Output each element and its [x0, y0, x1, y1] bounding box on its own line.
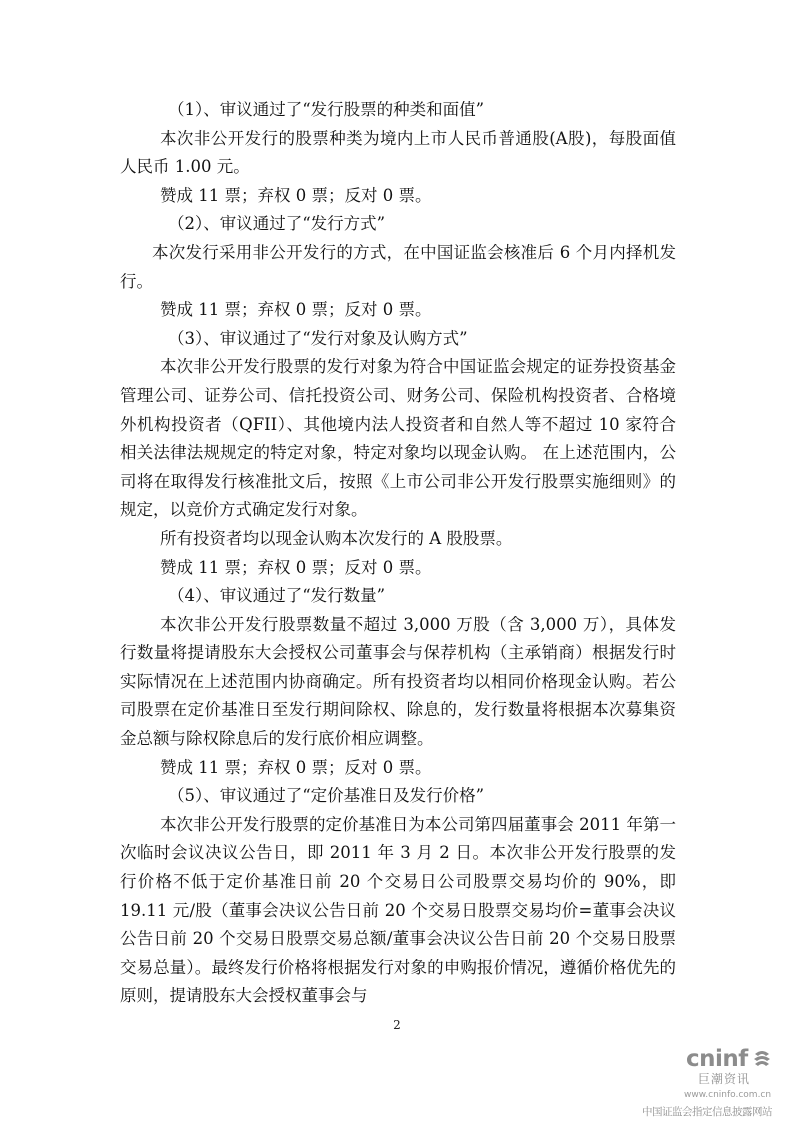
document-body: [120, 96, 676, 1011]
item-5-heading: （5）、审议通过了“定价基准日及发行价格”: [168, 786, 485, 806]
item-2-body: 本次发行采用非公开发行的方式，在中国证监会核准后 6 个月内择机发行。: [120, 242, 676, 291]
item-1-body: 本次非公开发行的股票种类为境内上市人民币普通股(A股)，每股面值人民币 1.00 元。: [120, 128, 676, 177]
item-1-vote: 赞成 11 票；弃权 0 票；反对 0 票。: [160, 185, 432, 205]
cninfo-watermark: [640, 1046, 790, 1120]
item-4-vote: 赞成 11 票；弃权 0 票；反对 0 票。: [160, 757, 432, 777]
item-4-body: 本次非公开发行股票数量不超过 3,000 万股（含 3,000 万），具体发行数量将提请股东大会授权公司董事会与保荐机构（主承销商）根据发行时实际情况在上述范围内协商确定。所有投资者均以相同价格现金认购。若公司股票在定价基准日至发行期间除权、除息的，发行数量将根据本次募集资金总额与除权除息后的发行底价相应调整。: [120, 614, 676, 749]
item-3-body-2: 所有投资者均以现金认购本次发行的 A 股股票。: [160, 528, 513, 548]
cninfo-logo-icon: [751, 1048, 773, 1070]
watermark-url: www.cninfo.com.cn: [684, 1090, 772, 1100]
item-5-body: 本次非公开发行股票的定价基准日为本公司第四届董事会 2011 年第一次临时会议决议公告日，即 2011 年 3 月 2 日。本次非公开发行股票的发行价格不低于定价基准日前 20 个交易日公司股票交易均价的 90%，即 19.11 元/股（董事会决议公告日前 20 个交易日股票交易均价=董事会决议公告日前 20 个交易日股票交易总额/董事会决议公告日前 20 个交易日股票交易总量）。最终发行价格将根据发行对象的申购报价情况，遵循价格优先的原则，提请股东大会授权董事会与: [120, 814, 676, 1006]
watermark-tagline: 中国证监会指定信息披露网站: [642, 1106, 772, 1118]
page-number: 2: [393, 1018, 401, 1032]
item-1-heading: （1）、审议通过了“发行股票的种类和面值”: [168, 100, 485, 119]
watermark-name: 巨潮资讯: [698, 1072, 751, 1086]
item-4-heading: （4）、审议通过了“发行数量”: [168, 586, 386, 606]
item-3-body: 本次非公开发行股票的发行对象为符合中国证监会规定的证券投资基金管理公司、证券公司、信托投资公司、财务公司、保险机构投资者、合格境外机构投资者（QFII）、其他境内法人投资者和自然人等不超过 10 家符合相关法律法规规定的特定对象，特定对象均以现金认购。 在上述范围内，公司将在取得发行核准批文后，按照《上市公司非公开发行股票实施细则》的规定，以竞价方式确定发行对象。: [120, 357, 676, 520]
item-2-vote: 赞成 11 票；弃权 0 票；反对 0 票。: [160, 300, 432, 320]
watermark-logo-text: cninf: [686, 1046, 748, 1072]
item-3-heading: （3）、审议通过了“发行对象及认购方式”: [168, 328, 468, 348]
item-2-heading: （2）、审议通过了“发行方式”: [168, 214, 386, 234]
item-3-vote: 赞成 11 票；弃权 0 票；反对 0 票。: [160, 557, 432, 577]
